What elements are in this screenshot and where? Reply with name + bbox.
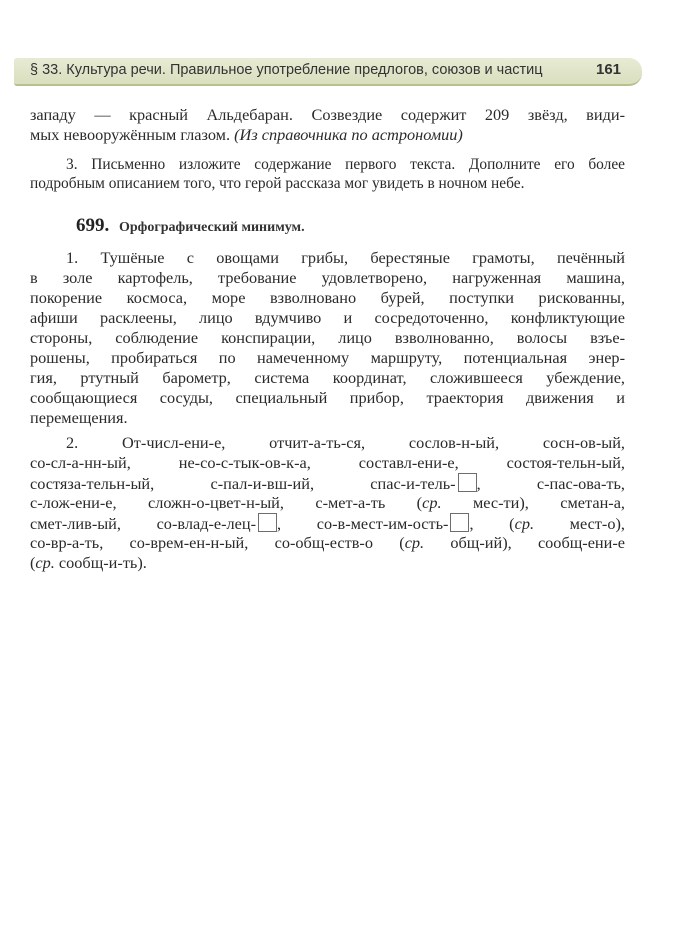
answer-box bbox=[458, 473, 477, 492]
part2-line: состяза-тельн-ый, с-пал-и-вш-ий, спас-и-тель- , с-пас-ова-ть, bbox=[30, 474, 625, 493]
running-header-title: § 33. Культура речи. Правильное употребление предлогов, союзов и частиц bbox=[30, 62, 543, 78]
part2-line: смет-лив-ый, со-влад-е-лец- , со-в-мест-им-ость- , (ср. мест-о), bbox=[30, 514, 625, 533]
task-line: подробным описанием того, что герой рассказа мог увидеть в ночном небе. bbox=[30, 175, 525, 192]
exercise-title: Орфографический минимум. bbox=[119, 220, 305, 235]
answer-box bbox=[450, 513, 469, 532]
answer-box bbox=[258, 513, 277, 532]
part1-line: в золе картофель, требование удовлетворено, нагруженная машина, bbox=[30, 268, 625, 287]
text-line: западу — красный Альдебаран. Созвездие содержит 209 звёзд, види- bbox=[30, 105, 625, 124]
text-line: мых невооружённым глазом. (Из справочника по астрономии) bbox=[30, 125, 463, 144]
page-number: 161 bbox=[596, 61, 622, 78]
source-reference: (Из справочника по астрономии) bbox=[234, 125, 463, 144]
part1-line: сообщающиеся сосуды, специальный прибор, траектория движения и bbox=[30, 388, 625, 407]
part2-line: (ср. сообщ-и-ть). bbox=[30, 553, 147, 572]
part2-line: с-лож-ени-е, сложн-о-цвет-н-ый, с-мет-а-ть (ср. мес-ти), сметан-а, bbox=[30, 493, 625, 512]
part1-line: гия, ртутный барометр, система координат, сложившееся убеждение, bbox=[30, 368, 625, 387]
part1-line: перемещения. bbox=[30, 408, 128, 427]
part1-line: рошены, пробираться по намеченному маршруту, потенциальная энер- bbox=[30, 348, 625, 367]
task-line: 3. Письменно изложите содержание первого текста. Дополните его более bbox=[66, 156, 625, 173]
part2-line: 2. От-числ-ени-е, отчит-а-ть-ся, сослов-н-ый, сосн-ов-ый, bbox=[66, 433, 625, 452]
part1-line: афиши расклеены, лицо вдумчиво и сосредоточенно, конфликтующие bbox=[30, 308, 625, 327]
part1-line: покорение космоса, море взволновано бурей, поступки рискованны, bbox=[30, 288, 625, 307]
part1-line: 1. Тушёные с овощами грибы, берестяные грамоты, печённый bbox=[66, 248, 625, 267]
part1-line: стороны, соблюдение конспирации, лицо взволнованно, волосы взъе- bbox=[30, 328, 625, 347]
exercise-number: 699. bbox=[76, 215, 110, 236]
part2-line: со-сл-а-нн-ый, не-со-с-тык-ов-к-а, составл-ени-е, состоя-тельн-ый, bbox=[30, 453, 625, 472]
part2-line: со-вр-а-ть, со-врем-ен-н-ый, со-общ-еств-о (ср. общ-ий), сообщ-ени-е bbox=[30, 533, 625, 552]
